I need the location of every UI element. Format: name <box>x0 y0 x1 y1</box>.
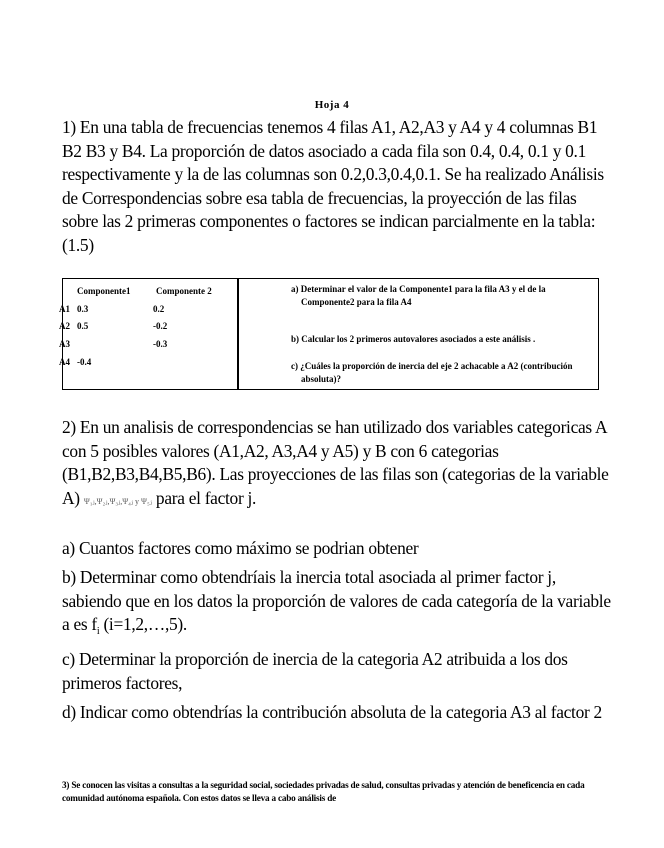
question-b: b) Calcular los 2 primeros autovalores asociados a este análisis . <box>291 334 536 344</box>
projection-values-cell <box>59 279 239 389</box>
questions-cell <box>239 279 598 389</box>
component-1-value: 0.3 <box>77 304 89 314</box>
row-label: A3 <box>59 339 70 349</box>
row-label: A2 <box>59 321 70 331</box>
question-b-end: (i=1,2,…,5). <box>99 614 187 635</box>
row-label: A1 <box>59 304 70 314</box>
problem-2-question-d: d) Indicar como obtendrías la contribución absoluta de la categoria A3 al factor 2 <box>62 702 602 722</box>
page-title: Hoja 4 <box>314 99 350 111</box>
problem-2-question-b <box>62 566 612 640</box>
component-1-value: 0.5 <box>77 321 89 331</box>
column-header-component-2: Componente 2 <box>156 286 212 296</box>
problem-2-intro-text: 2) En un analisis de correspondencias se han utilizado dos variables categoricas A con 5 posibles valores (A1,A2, A3,A4 y A5) y B con 6 categorias (B1,B2,B3,B4,B5,B6). Las proyecciones de las filas son (categorias de la variable A) <box>62 417 609 508</box>
component-2-value: -0.3 <box>153 339 168 349</box>
problem-1-text: 1) En una tabla de frecuencias tenemos 4 filas A1, A2,A3 y A4 y 4 columnas B1 B2 B3 y B4. La proporción de datos asociado a cada fila son 0.4, 0.4, 0.1 y 0.1 respectivamente y la de las columnas son 0.2,0.3,0.4,0.1. Se ha realizado Análisis de Correspondencias sobre esa tabla de frecuencias, la proyección de las filas sobre las 2 primeras componentes o factores se indican parcialmente en la tabla: (1.5) <box>62 117 604 255</box>
table-row <box>59 355 237 369</box>
component-2-value: 0.2 <box>153 304 165 314</box>
subscript-i: i <box>96 626 100 638</box>
question-a: a) Determinar el valor de la Componente1 para la fila A3 y el de la Componente2 para la fila A4 <box>291 284 546 307</box>
problem-2-intro-end: para el factor j. <box>155 487 257 508</box>
table-row <box>59 302 237 316</box>
row-label: A4 <box>59 357 70 367</box>
table-row <box>59 337 237 351</box>
table-row <box>59 319 237 333</box>
component-2-value: -0.2 <box>153 321 168 331</box>
projection-table <box>59 278 599 390</box>
question-c: c) ¿Cuáles la proporción de inercia del eje 2 achacable a A2 (contribución absoluta)? <box>291 361 573 384</box>
problem-2-intro <box>62 416 612 513</box>
question-b-text: b) Determinar como obtendríais la inercia total asociada al primer factor j, sabiendo que en los datos la proporción de valores de cada categoría de la variable a es f <box>62 567 611 635</box>
problem-2-question-c: c) Determinar la proporción de inercia de la categoria A2 atribuida a los dos primeros factores, <box>62 649 568 693</box>
psi-notation: Ψ₁ⱼ,Ψ₂ⱼ,Ψ₃ⱼ,Ψ₄ⱼ y Ψ₅ⱼ <box>83 496 152 506</box>
problem-3-text: 3) Se conocen las visitas a consultas a la seguridad social, sociedades privadas de salud, consultas privadas y atención de beneficencia en cada comunidad autónoma española. Con estos datos se lleva a cabo análisis de <box>62 780 585 803</box>
component-1-value: -0.4 <box>77 357 92 367</box>
column-header-component-1: Componente1 <box>77 286 131 296</box>
problem-2-question-a: a) Cuantos factores como máximo se podrian obtener <box>62 538 419 558</box>
